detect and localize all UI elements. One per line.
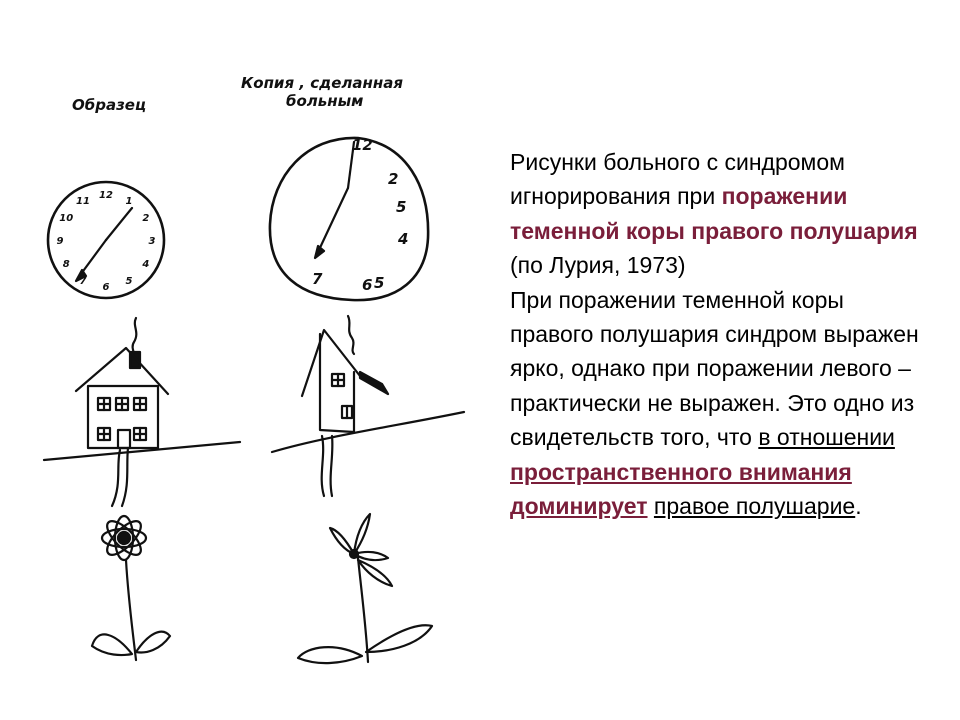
caption-p2-underline: в отношении bbox=[758, 424, 895, 451]
copy-clock-num-7: 7 bbox=[312, 270, 323, 288]
caption-p2-emphasis: пространственного внимания доминирует bbox=[510, 458, 852, 520]
caption-p2-underline2: правое полушарие bbox=[653, 493, 856, 520]
sample-flower bbox=[92, 516, 170, 660]
label-copy-line1: Копия , сделанная bbox=[241, 74, 403, 92]
caption-text bbox=[510, 145, 930, 523]
caption-p2-end: . bbox=[855, 493, 862, 520]
clock-number: 10 bbox=[59, 213, 74, 224]
caption-p1-emphasis: поражении теменной коры правого полушария bbox=[510, 183, 918, 244]
neglect-drawings-figure bbox=[36, 66, 476, 666]
sample-house bbox=[44, 318, 240, 506]
caption-p2-start: При поражении теменной коры правого полушария синдром выражен ярко, однако при поражении левого – практически не выражен. Это одно из свидетельств того, что bbox=[510, 286, 919, 451]
label-copy-line2: больным bbox=[286, 92, 364, 110]
caption-p1-citation: (по Лурия, 1973) bbox=[510, 252, 686, 279]
copy-clock-num-2: 2 bbox=[388, 170, 399, 188]
label-sample: Образец bbox=[72, 96, 147, 114]
clock-number: 7 bbox=[79, 275, 87, 287]
copy-clock-num-6: 6 bbox=[362, 276, 373, 294]
caption-p1-start: Рисунки больного с синдромом игнорирования при bbox=[510, 149, 845, 210]
clock-number: 11 bbox=[76, 196, 90, 208]
copy-house bbox=[272, 316, 464, 496]
clock-number: 3 bbox=[148, 236, 156, 247]
clock-number: 12 bbox=[99, 190, 113, 201]
copy-clock-num-3: 5 bbox=[396, 198, 407, 216]
clock-number: 5 bbox=[125, 275, 133, 287]
clock-number: 1 bbox=[125, 196, 133, 208]
copy-clock-num-4: 4 bbox=[398, 230, 409, 248]
sample-clock bbox=[48, 182, 164, 298]
clock-number: 2 bbox=[142, 213, 150, 224]
copy-flower bbox=[298, 514, 432, 663]
clock-number: 8 bbox=[62, 259, 70, 270]
copy-clock-num-12: 12 bbox=[352, 136, 373, 154]
copy-clock-num-5: 5 bbox=[374, 274, 385, 292]
clock-number: 9 bbox=[56, 236, 64, 247]
copy-clock bbox=[270, 136, 428, 300]
clock-number: 6 bbox=[102, 282, 110, 293]
clock-number: 4 bbox=[142, 259, 150, 270]
